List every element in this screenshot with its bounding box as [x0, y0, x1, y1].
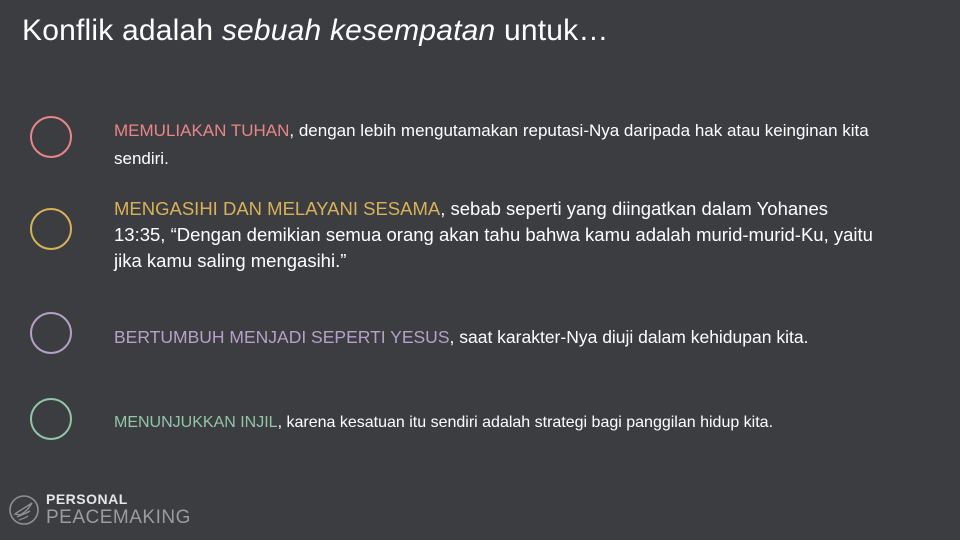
list-item-text [114, 196, 884, 274]
item-description: , sebab seperti yang diingatkan dalam Yohanes 13:35, “Dengan demikian semua orang akan tahu bahwa kamu adalah murid-murid-Ku, yaitu jika kamu saling mengasihi.” [114, 198, 873, 271]
item-keyword: MENUNJUKKAN INJIL [114, 414, 278, 431]
item-description: , saat karakter-Nya diuji dalam kehidupan kita. [449, 327, 809, 347]
item-keyword: BERTUMBUH MENJADI SEPERTI YESUS [114, 327, 450, 347]
circle-icon [30, 116, 72, 158]
dove-icon [8, 494, 40, 526]
circle-icon [30, 208, 72, 250]
item-description: , karena kesatuan itu sendiri adalah strategi bagi panggilan hidup kita. [277, 414, 774, 431]
item-keyword: MENGASIHI DAN MELAYANI SESAMA [114, 198, 441, 219]
title-suffix: untuk… [495, 14, 609, 47]
logo-wordmark [46, 492, 191, 527]
list-item-text [114, 410, 914, 436]
circle-icon [30, 398, 72, 440]
title-prefix: Konflik adalah [22, 14, 222, 47]
item-description: , dengan lebih mengutamakan reputasi-Nya daripada hak atau keinginan kita sendiri. [114, 121, 869, 168]
personal-peacemaking-logo [8, 492, 191, 527]
slide-title [22, 14, 609, 48]
logo-line-peacemaking: PEACEMAKING [46, 507, 191, 528]
circle-icon [30, 312, 72, 354]
list-item-text [114, 324, 914, 350]
logo-line-personal: PERSONAL [46, 491, 128, 507]
list-item-text [114, 117, 914, 173]
title-emphasis: sebuah kesempatan [221, 14, 496, 47]
item-keyword: MEMULIAKAN TUHAN [114, 121, 290, 140]
